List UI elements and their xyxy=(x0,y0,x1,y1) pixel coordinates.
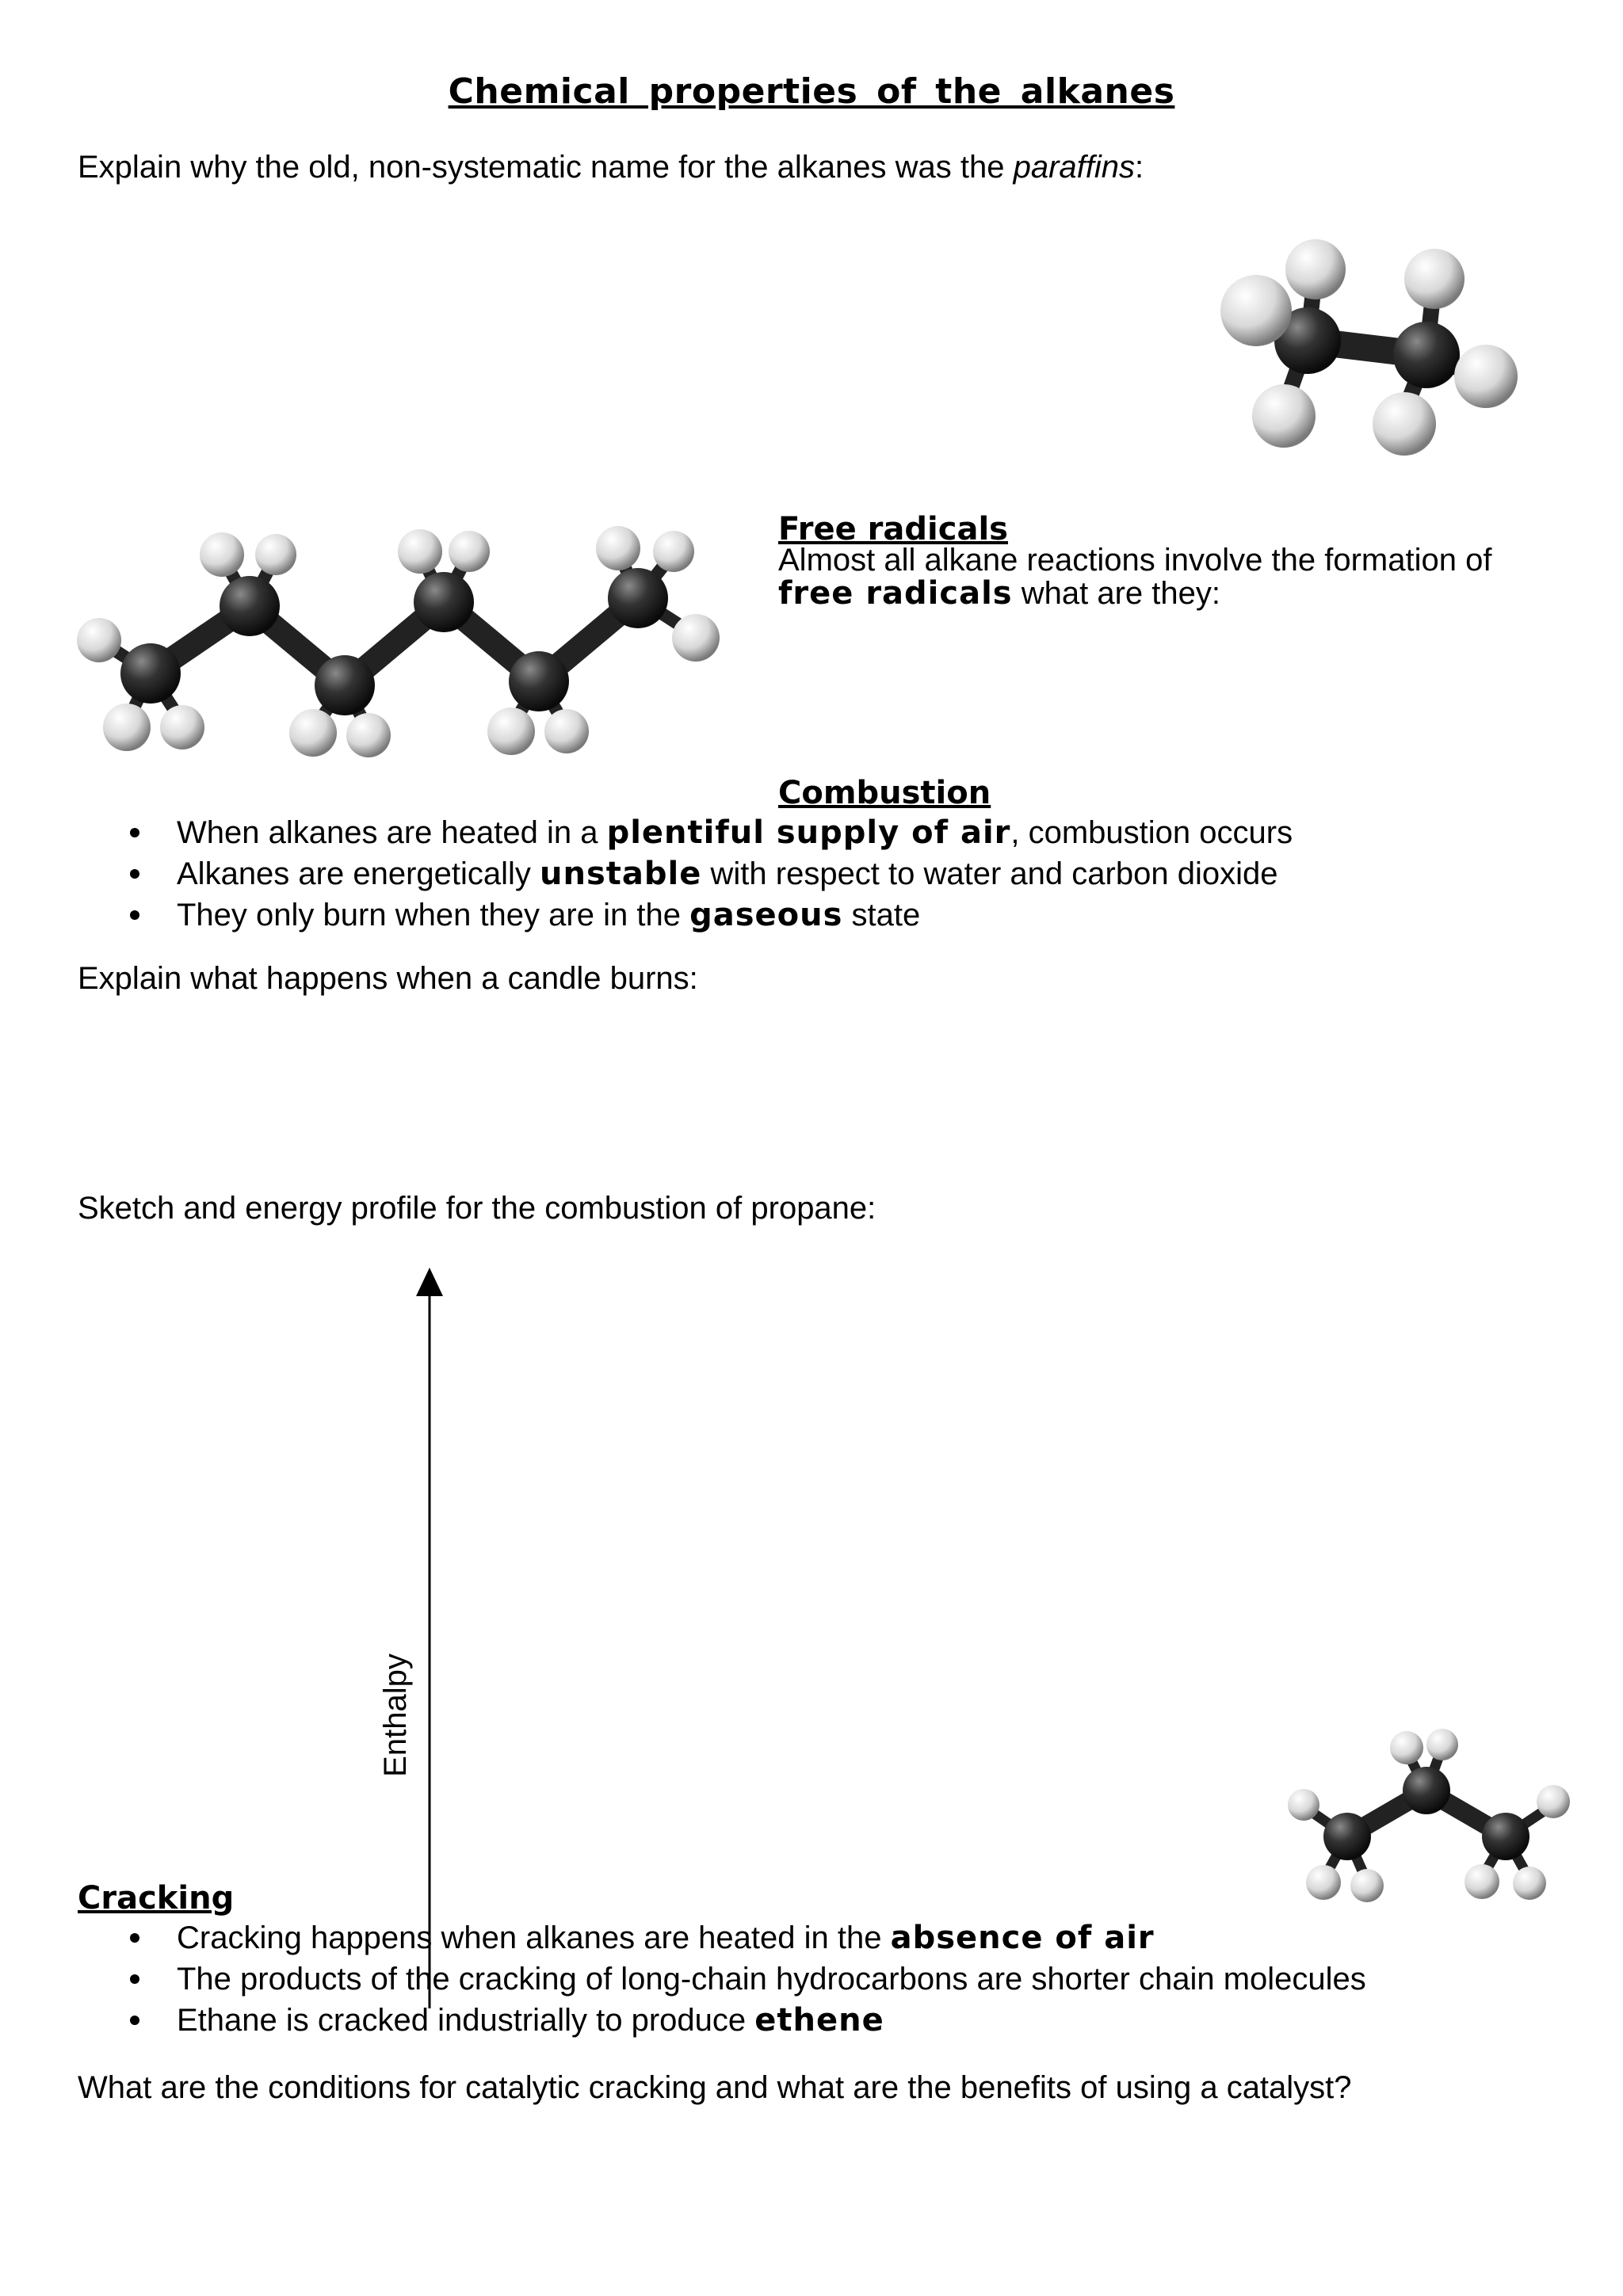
bullet-icon xyxy=(130,2016,139,2025)
combustion-bullet-list xyxy=(78,812,1583,936)
propane-model-image xyxy=(1280,1711,1589,1925)
intro-colon: : xyxy=(1135,150,1144,185)
free-radicals-term: free radicals xyxy=(778,575,1013,612)
enthalpy-label: Enthalpy xyxy=(378,1653,413,1777)
free-radicals-text xyxy=(778,543,1491,610)
ethane-model-image xyxy=(1197,222,1537,467)
bullet-icon xyxy=(130,1974,139,1984)
bullet-icon xyxy=(130,828,139,837)
free-radicals-question-text: what are they: xyxy=(1012,576,1220,611)
combustion-heading: Combustion xyxy=(778,775,991,811)
candle-question: Explain what happens when a candle burns: xyxy=(78,961,698,996)
list-item: They only burn when they are in the gaseous state xyxy=(78,894,1583,936)
list-item: Cracking happens when alkanes are heated in the absence of air xyxy=(78,1917,1583,1958)
propane-molecule xyxy=(1288,1729,1570,1902)
list-item: Alkanes are energetically unstable with respect to water and carbon dioxide xyxy=(78,853,1583,894)
cracking-heading: Cracking xyxy=(78,1880,235,1917)
intro-question xyxy=(78,147,1144,187)
bullet-icon xyxy=(130,910,139,920)
ethane-molecule xyxy=(1220,239,1518,456)
enthalpy-axis xyxy=(357,1268,468,2012)
hexane-molecule xyxy=(77,526,720,757)
bullet-icon xyxy=(130,1933,139,1943)
cracking-bullet-list xyxy=(78,1917,1583,2041)
intro-italic-term: paraffins xyxy=(1013,150,1136,185)
list-item: Ethane is cracked industrially to produce ethene xyxy=(78,2000,1583,2041)
free-radicals-heading: Free radicals xyxy=(778,511,1008,547)
hexane-model-image xyxy=(63,515,729,761)
catalytic-cracking-question: What are the conditions for catalytic cracking and what are the benefits of using a catalyst? xyxy=(78,2070,1352,2105)
list-item: When alkanes are heated in a plentiful supply of air, combustion occurs xyxy=(78,812,1583,853)
page-title: Chemical properties of the alkanes xyxy=(448,71,1175,112)
list-item: The products of the cracking of long-chain hydrocarbons are shorter chain molecules xyxy=(78,1958,1583,2000)
free-radicals-question xyxy=(778,577,1491,610)
intro-text: Explain why the old, non-systematic name for the alkanes was the xyxy=(78,150,1014,185)
bullet-icon xyxy=(130,869,139,879)
sketch-prompt: Sketch and energy profile for the combustion of propane: xyxy=(78,1191,876,1226)
free-radicals-line: Almost all alkane reactions involve the formation of xyxy=(778,543,1492,578)
